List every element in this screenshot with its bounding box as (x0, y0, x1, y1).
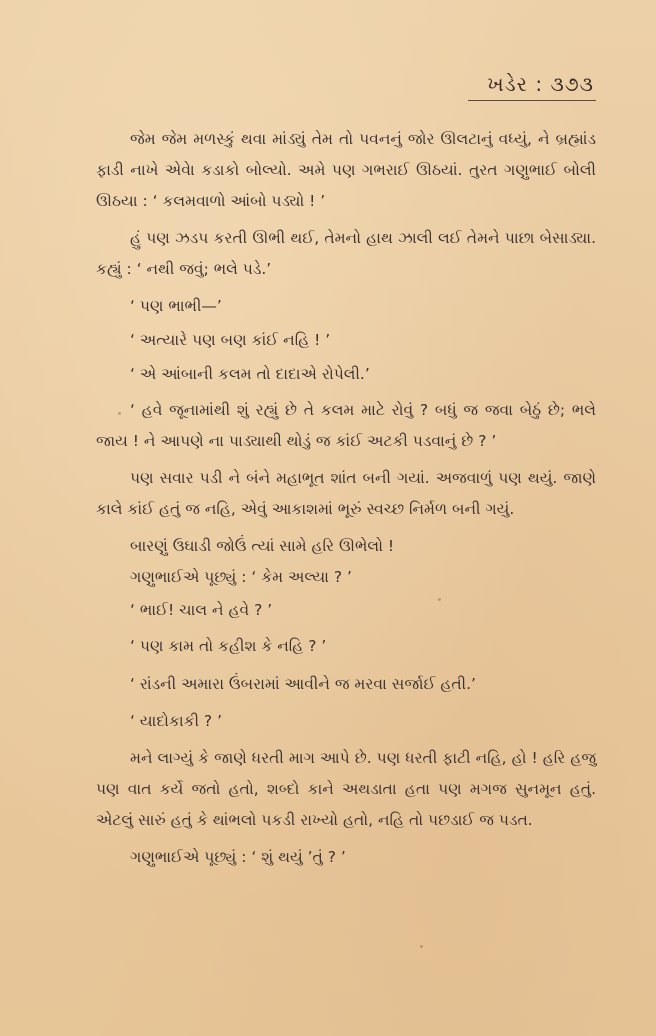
dialogue-line: ‘ અત્યારે પણ બણ કાંઈ નહિ ! ’ (130, 331, 331, 349)
dialogue-line: બારણું ઉઘાડી જોઉં ત્યાં સામે હરિ ઊભેલો ! (130, 537, 395, 555)
page-body (96, 124, 596, 873)
dialogue-line: ‘ પણ કામ તો કહીશ કે નહિ ? ’ (130, 637, 327, 655)
page-header: ખડેર : ૩૭૩ (487, 72, 594, 96)
paragraph: ગણુભાઈએ પૂછ્યું : ‘ શું થયું ’તું ? ’ (130, 848, 346, 866)
dialogue-line: ‘ યાદોકાકી ? ’ (130, 712, 223, 730)
dialogue-line: ‘ પણ ભાભી—’ (130, 297, 222, 315)
dialogue-line: ‘ એ આંબાની કલમ તો દાદાએ રોપેલી.’ (130, 365, 370, 383)
paragraph: ‘ હવે જૂનામાંથી શું રહ્યું છે તે કલમ માટે રોવું ? બધું જ જવા બેઠું છે; ભલે જાય ! ને આપણે ના પાડ્યાથી થોડું જ કાંઈ અટકી પડવાનું છે ? ’ (96, 401, 596, 450)
dialogue-line: ‘ ભાઈ! ચાલ ને હવે ? ’ (130, 601, 273, 619)
dialogue-line: ‘ રાંડની અમારા ઉંબરામાં આવીને જ મરવા સર્જાઈ હતી.’ (130, 675, 476, 693)
paragraph: મને લાગ્યું કે જાણે ધરતી માગ આપે છે. પણ ધરતી ફાટી નહિ, હો ! હરિ હજુ પણ વાત કર્યે જતો હતો, શબ્દો કાને અથડાતા હતા પણ મગજ સુનમૂન હતું. એટલું સારું હતું કે થાંભલો પકડી રાખ્યો હતો, નહિ તો પછડાઈ જ પડત. (96, 749, 596, 829)
paper-speck (438, 598, 441, 601)
paragraph: જેમ જેમ મળસ્કું થવા માંડ્યું તેમ તો પવનનું જોર ઊલટાનું વધ્યું, ને બ્રહ્માંડ ફાડી નાખે એવેા કડાકો બોલ્યો. અમે પણ ગભરાઈ ઊઠયાં. તુરત ગણુભાઈ બોલી ઊઠયા : ‘ કલમવાળો આંબો પડ્યો ! ’ (96, 130, 596, 210)
paper-speck (118, 412, 121, 415)
dialogue-line: ગણુભાઈએ પૂછ્યું : ‘ કેમ અલ્યા ? ’ (130, 568, 352, 586)
header-underline (468, 100, 596, 101)
paper-speck (420, 945, 423, 948)
paragraph: પણ સવાર પડી ને બંને મહાભૂત શાંત બની ગયાં. અજવાળું પણ થયું. જાણે કાલે કાંઈ હતું જ નહિ, એવું આકાશમાં ભૂરું સ્વચ્છ નિર્મળ બની ગયું. (96, 469, 596, 518)
paragraph: હું પણ ઝડપ કરતી ઊભી થઈ, તેમનો હાથ ઝાલી લઈ તેમને પાછા બેસાડ્યા. કહ્યું : ‘ નથી જવું; ભલે પડે.’ (96, 229, 596, 278)
